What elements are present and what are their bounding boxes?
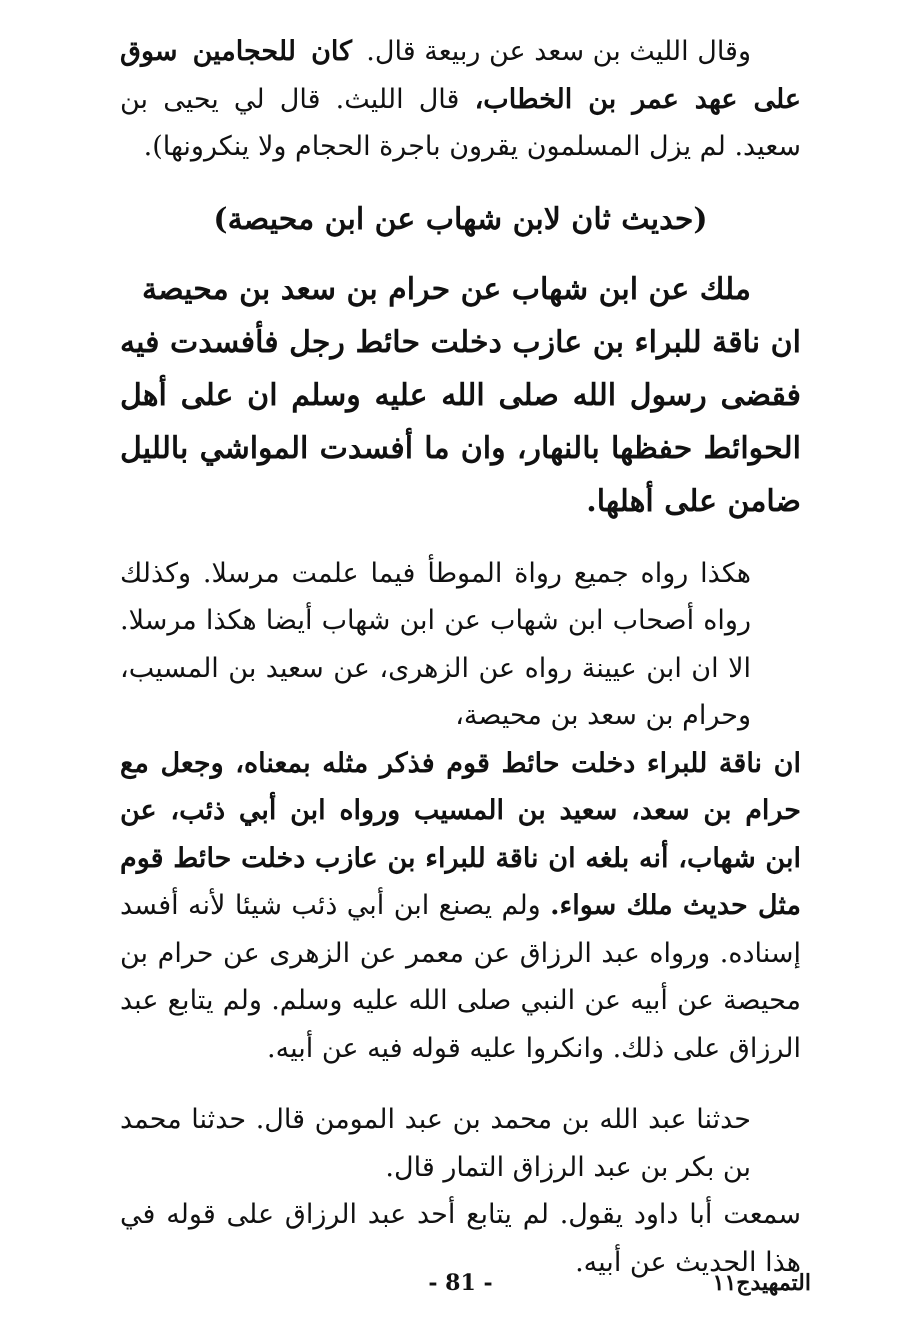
paragraph-3-commentary <box>120 550 801 1073</box>
paragraph-1 <box>120 28 801 171</box>
page-number: - 81 - <box>428 1270 493 1296</box>
paragraph-1-bold-quote: كان للحجامين سوق على عهد عمر بن الخطاب، <box>120 36 802 115</box>
footer-signature: التمهيدج١١ <box>712 1270 811 1296</box>
section-heading: (حديث ثان لابن شهاب عن ابن محيصة) <box>213 201 708 237</box>
paragraph-1-continuation: قال الليث. قال لي يحيى بن سعيد. لم يزل المسلمون يقرون باجرة الحجام ولا ينكرونها). <box>120 83 801 162</box>
paragraph-4-opening: حدثنا عبد الله بن محمد بن عبد المومن قال. حدثنا محمد بن بكر بن عبد الرزاق التمار قال. <box>120 1104 751 1183</box>
page-footer <box>110 1270 811 1310</box>
paragraph-1-opening: وقال الليث بن سعد عن ربيعة قال. <box>366 36 751 67</box>
paragraph-2-matn: ان ناقة للبراء بن عازب دخلت حائط رجل فأفسدت فيه فقضى رسول الله صلى الله عليه وسلم ان على أهل الحوائط حفظها بالنهار، وان ما أفسدت المواشي بالليل ضامن على أهلها. <box>120 324 801 519</box>
paragraph-3-continuation: ولم يصنع ابن أبي ذئب شيئا لأنه أفسد إسناده. ورواه عبد الرزاق عن معمر عن الزهرى عن حرام بن محيصة عن أبيه عن النبي صلى الله عليه وسلم. ولم يتابع عبد الرزاق على ذلك. وانكروا عليه قوله فيه عن أبيه. <box>120 890 801 1064</box>
paragraph-3-opening: هكذا رواه جميع رواة الموطأ فيما علمت مرسلا. وكذلك رواه أصحاب ابن شهاب عن ابن شهاب أيضا هكذا مرسلا. الا ان ابن عيينة رواه عن الزهرى، عن سعيد بن المسيب، وحرام بن سعد بن محيصة، <box>120 557 751 731</box>
paragraph-4-continuation: سمعت أبا داود يقول. لم يتابع أحد عبد الرزاق على قوله في هذا الحديث عن أبيه. <box>120 1199 801 1278</box>
paragraph-4-narration <box>120 1096 801 1286</box>
paragraph-2-hadith <box>120 263 801 528</box>
paragraph-3-bold-quote: ان ناقة للبراء دخلت حائط قوم فذكر مثله بمعناه، وجعل مع حرام بن سعد، سعيد بن المسيب ورواه ابن أبي ذئب، عن ابن شهاب، أنه بلغه ان ناقة للبراء بن عازب دخلت حائط قوم مثل حديث ملك سواء. <box>120 747 801 921</box>
paragraph-2-isnad: ملك عن ابن شهاب عن حرام بن سعد بن محيصة <box>142 271 751 307</box>
